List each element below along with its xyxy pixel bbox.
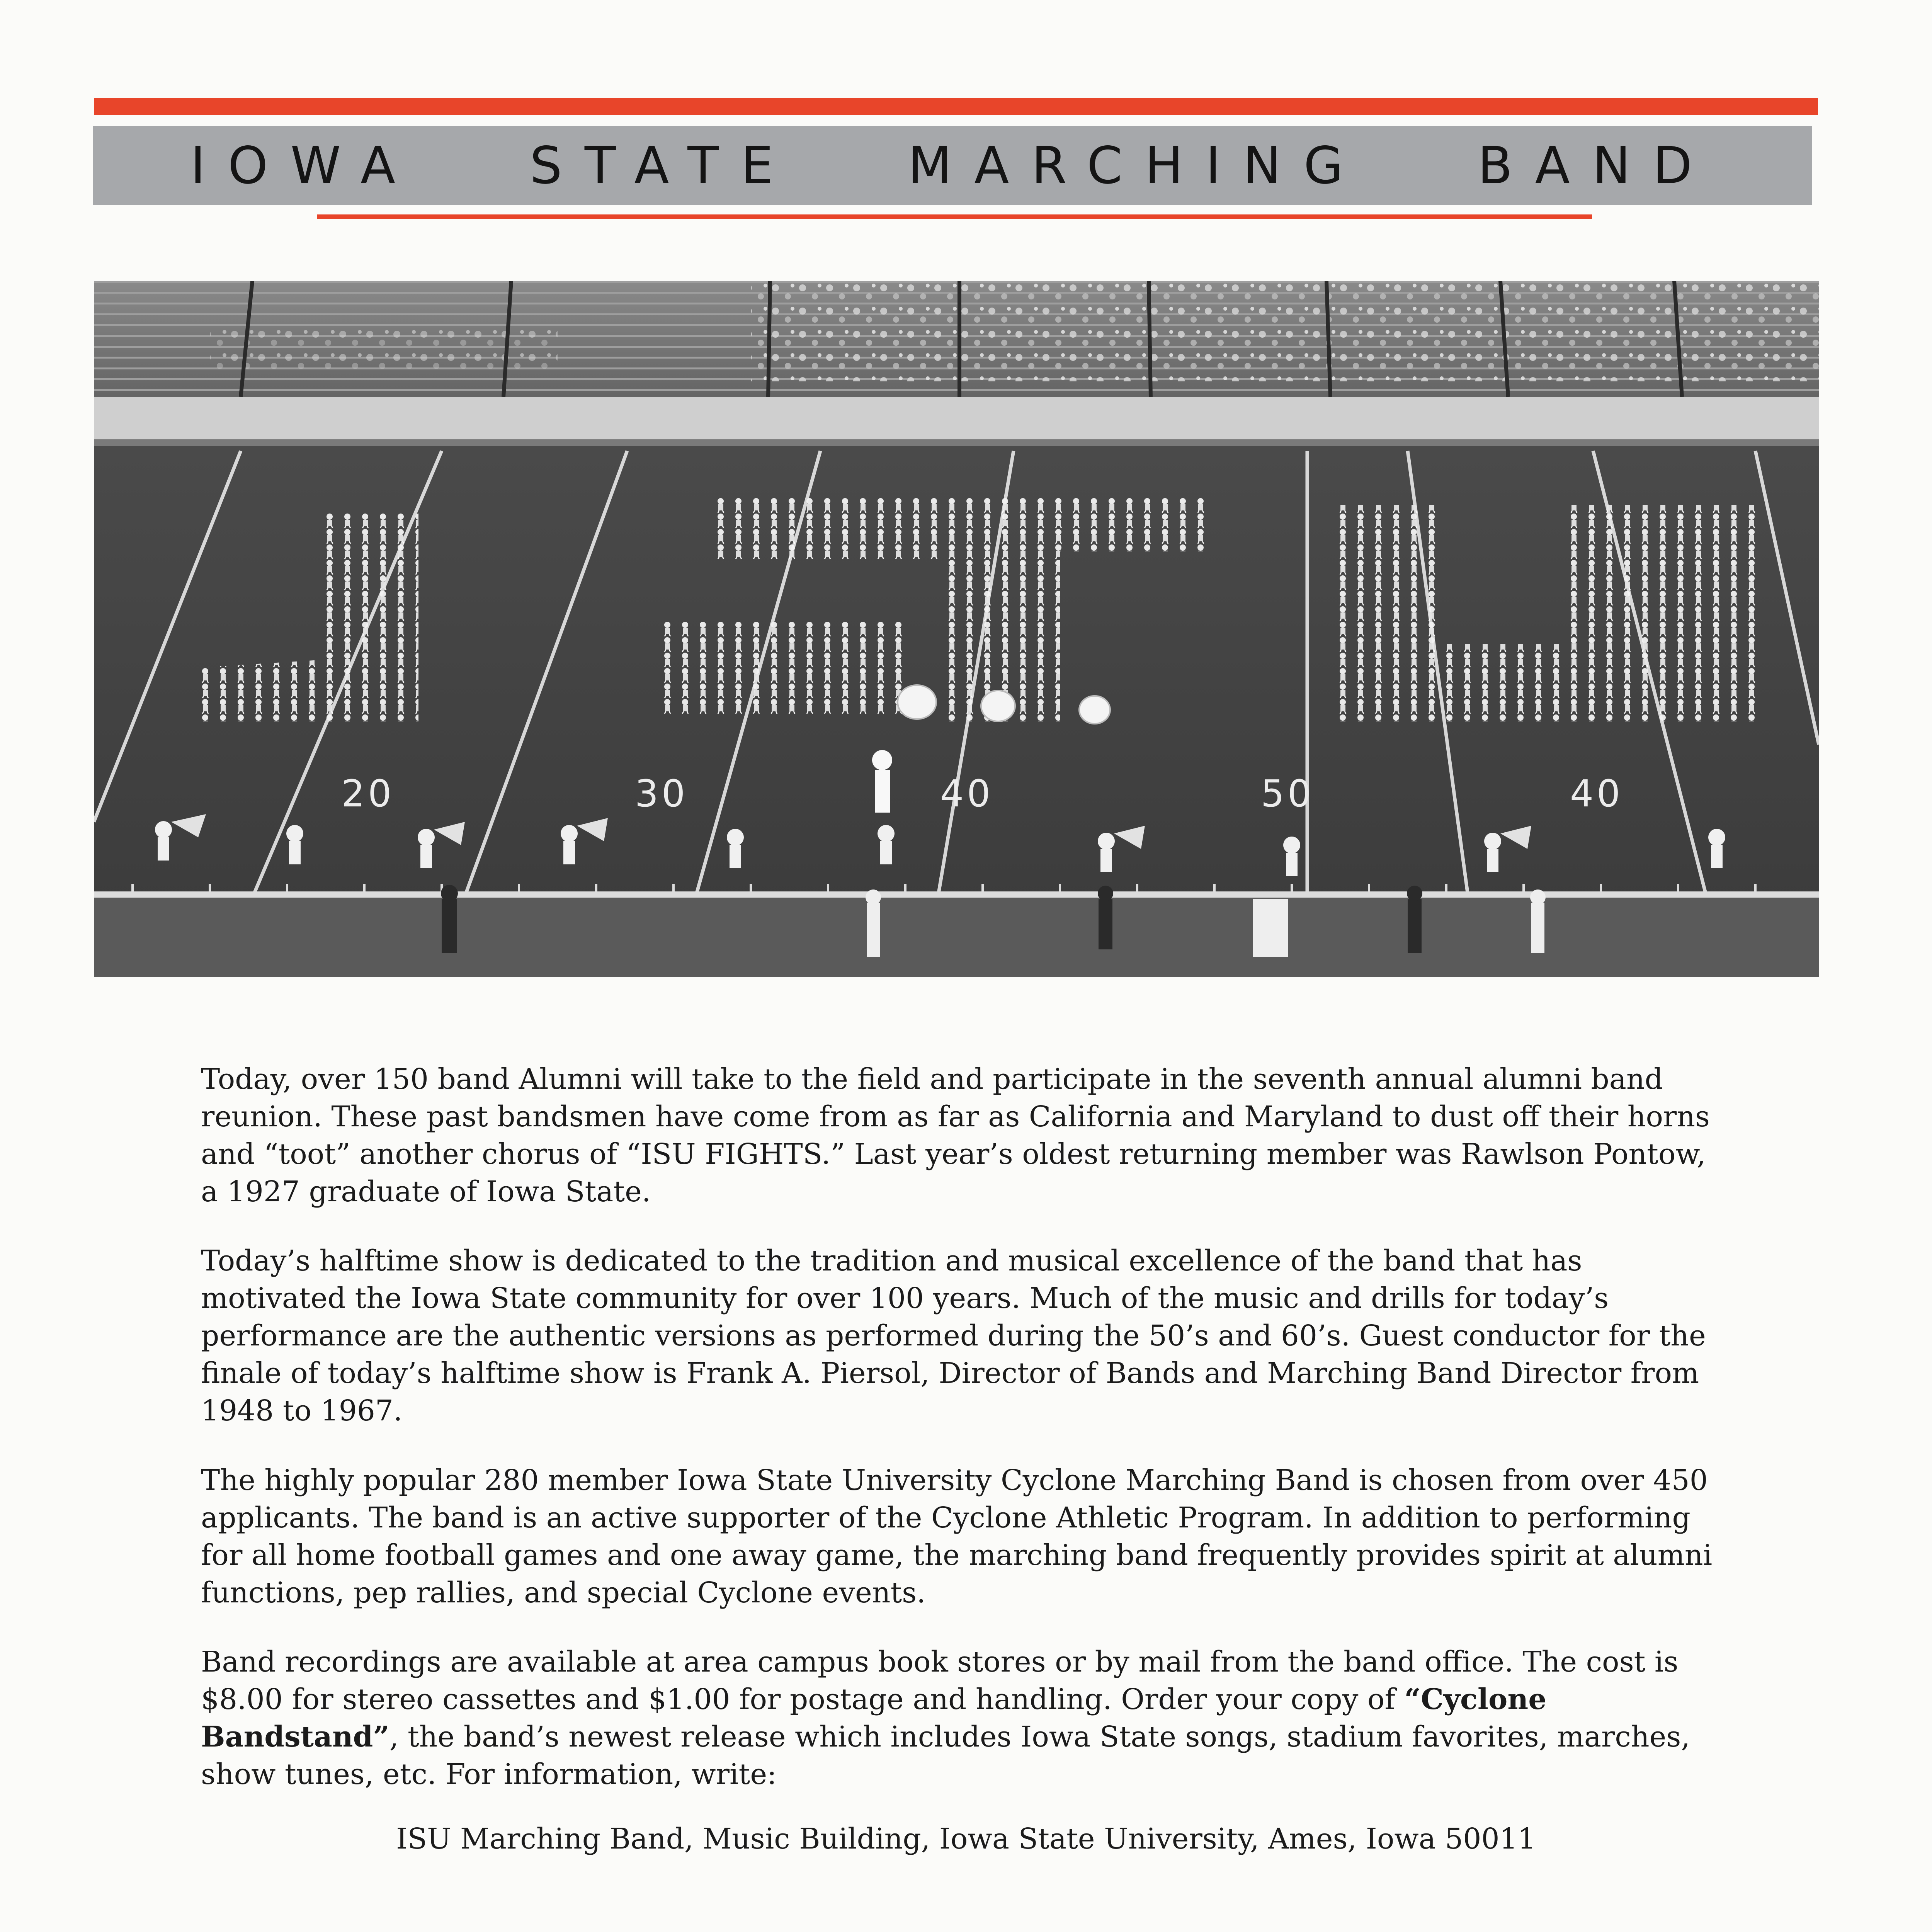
- band-field-photo: [94, 281, 1819, 977]
- album-title: “Cyclone Bandstand”: [201, 1683, 1547, 1753]
- band-field-illustration: [94, 281, 1819, 977]
- yard-number: 40: [940, 772, 994, 815]
- yard-number: 40: [1570, 772, 1624, 815]
- title-underline: [317, 214, 1592, 219]
- recordings-text-after: , the band’s newest release which includes Iowa State songs, stadium favorites, marches, show tunes, etc. For information, write:: [201, 1720, 1690, 1791]
- paragraph-alumni-reunion: Today, over 150 band Alumni will take to the field and participate in the seventh annual alumni band reunion. These past bandsmen have come from as far as California and Maryland to dust off their horns and “toot” another chorus of “ISU FIGHTS.” Last year’s oldest returning member was Rawlson Pontow, a 1927 graduate of Iowa State.: [201, 1063, 1710, 1208]
- yard-number: 20: [341, 772, 395, 815]
- top-accent-bar: [94, 98, 1818, 115]
- recordings-text-before: Band recordings are available at area campus book stores or by mail from the band office. The cost is $8.00 for stereo cassettes and $1.00 for postage and handling. Order your copy of: [201, 1645, 1679, 1716]
- title-band: [93, 126, 1812, 205]
- yard-number: 50: [1261, 772, 1315, 815]
- mailing-address: ISU Marching Band, Music Building, Iowa State University, Ames, Iowa 50011: [396, 1822, 1536, 1855]
- page-title: IOWA STATE MARCHING BAND: [190, 136, 1715, 196]
- paragraph-halftime-show: Today’s halftime show is dedicated to the tradition and musical excellence of the band that has motivated the Iowa State community for over 100 years. Much of the music and drills for today’s performance are the authentic versions as performed during the 50’s and 60’s. Guest conductor for the finale of today’s halftime show is Frank A. Piersol, Director of Bands and Marching Band Director from 1948 to 1967.: [201, 1244, 1706, 1427]
- paragraph-band-recordings: [201, 1643, 1731, 1793]
- paragraph-band-membership: The highly popular 280 member Iowa State University Cyclone Marching Band is chosen from over 450 applicants. The band is an active supporter of the Cyclone Athletic Program. In addition to performing for all home football games and one away game, the marching band frequently provides spirit at alumni functions, pep rallies, and special Cyclone events.: [201, 1464, 1713, 1609]
- yard-number: 30: [635, 772, 689, 815]
